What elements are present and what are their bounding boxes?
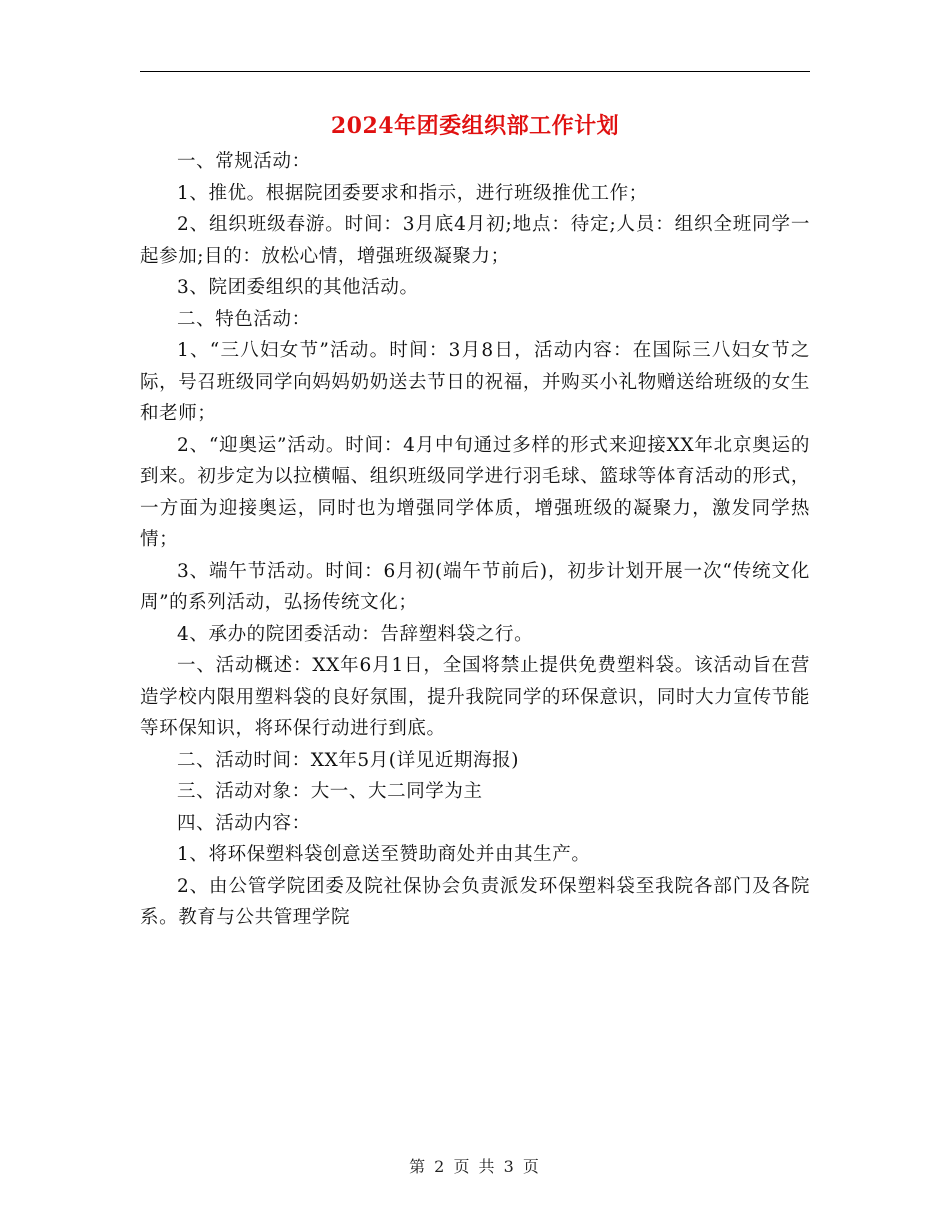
section-heading: 四、活动内容： <box>177 812 311 834</box>
paragraph: 3、端午节活动。时间：6月初(端午节前后)，初步计划开展一次“传统文化周”的系列活动，弘扬传统文化； <box>140 560 810 613</box>
paragraph: 三、活动对象：大一、大二同学为主 <box>177 781 483 802</box>
paragraph: 4、承办的院团委活动：告辞塑料袋之行。 <box>177 623 534 645</box>
section-heading: 二、特色活动： <box>177 308 311 330</box>
paragraph: 1、将环保塑料袋创意送至赞助商处并由其生产。 <box>177 844 591 865</box>
paragraph: 2、组织班级春游。时间：3月底4月初;地点：待定;人员：组织全班同学一起参加;目的：放松心情，增强班级凝聚力； <box>140 214 810 267</box>
paragraph: 一、活动概述：XX年6月1日，全国将禁止提供免费塑料袋。该活动旨在营造学校内限用塑料袋的良好氛围，提升我院同学的环保意识，同时大力宣传节能等环保知识，将环保行动进行到底。 <box>140 655 810 739</box>
header-rule <box>140 71 810 72</box>
page-number-footer: 第 2 页 共 3 页 <box>409 1157 541 1176</box>
paragraph: 二、活动时间：XX年5月(详见近期海报) <box>177 749 520 771</box>
paragraph: 1、推优。根据院团委要求和指示，进行班级推优工作； <box>177 182 648 204</box>
paragraph: 3、院团委组织的其他活动。 <box>177 277 419 298</box>
document-title: 2024年团委组织部工作计划 <box>330 113 620 139</box>
paragraph: 2、“迎奥运”活动。时间：4月中旬通过多样的形式来迎接XX年北京奥运的到来。初步定为以拉横幅、组织班级同学进行羽毛球、篮球等体育活动的形式，一方面为迎接奥运，同时也为增强同学体质，增强班级的凝聚力，激发同学热情； <box>140 434 810 550</box>
paragraph: 1、“三八妇女节”活动。时间：3月8日，活动内容：在国际三八妇女节之际，号召班级同学向妈妈奶奶送去节日的祝福，并购买小礼物赠送给班级的女生和老师； <box>140 340 810 424</box>
section-heading: 一、常规活动： <box>177 151 311 172</box>
paragraph: 2、由公管学院团委及院社保协会负责派发环保塑料袋至我院各部门及各院系。教育与公共管理学院 <box>140 875 810 928</box>
document-body <box>140 146 810 934</box>
